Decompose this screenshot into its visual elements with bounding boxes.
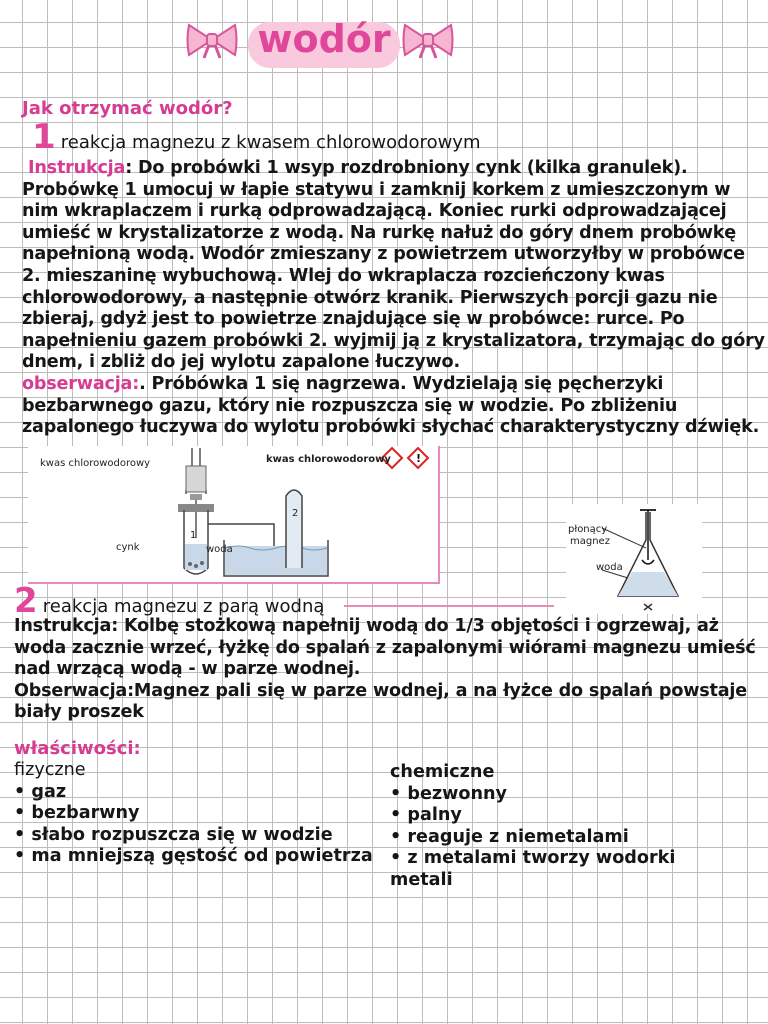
- figure1-label-acid-right: kwas chlorowodorowy: [266, 454, 391, 465]
- list-item: metali: [390, 869, 453, 890]
- list-item: • palny: [390, 805, 462, 826]
- list-item: • reaguje z niemetalami: [390, 826, 629, 847]
- section2-instruction: Instrukcja: Kolbę stożkową napełnij wodą do 1/3 objętości i ogrzewaj, aż woda zacznie wrzeć, łyżkę do spalań z zapalonymi wiórami magnezu umieść nad wrzącą wodą - w parze wodnej.: [14, 616, 756, 680]
- section2-heading: [14, 581, 325, 621]
- section1-heading-text: reakcja magnezu z kwasem chlorowodorowym: [60, 132, 481, 153]
- figure2-label-burning: płonący: [568, 524, 608, 535]
- svg-text:!: !: [416, 452, 422, 465]
- section1-number: 1: [32, 117, 56, 157]
- section2-number: 2: [14, 581, 38, 621]
- section-question: Jak otrzymać wodór?: [22, 98, 233, 119]
- physical-title: fizyczne: [14, 760, 86, 780]
- figure2-label-water: woda: [596, 562, 623, 573]
- chemical-title: chemiczne: [390, 762, 495, 782]
- list-item: • bezbarwny: [14, 803, 140, 824]
- list-item: • bezwonny: [390, 783, 507, 804]
- figure-flask: [566, 504, 702, 614]
- figure1-label-water: woda: [206, 544, 233, 555]
- figure1-label-tube1: 1: [190, 530, 197, 541]
- list-item: • z metalami tworzy wodorki: [390, 848, 676, 869]
- observation-label: obserwacja:: [22, 373, 140, 394]
- list-item: • słabo rozpuszcza się w wodzie: [14, 824, 333, 845]
- observation-text: . Próbówka 1 się nagrzewa. Wydzielają się pęcherzyki bezbarwnego gazu, który nie rozpuszcza się w wodzie. Po zbliżeniu zapalonego łuczywa do wylotu probówki słychać charakterystyczny dźwięk.: [22, 373, 760, 438]
- figure1-label-tube2: 2: [292, 508, 299, 519]
- section2-text: [14, 616, 758, 724]
- list-item: • gaz: [14, 781, 67, 802]
- figure2-label-magnesium: magnez: [570, 536, 610, 547]
- bow-icon: [186, 20, 238, 60]
- title-banner: [186, 14, 460, 66]
- figure-apparatus: [28, 446, 440, 584]
- section2-observation: Obserwacja:Magnez pali się w parze wodnej, a na łyżce do spalań powstaje biały proszek: [14, 680, 747, 723]
- section1-heading: [32, 117, 481, 157]
- chemical-properties: [390, 762, 675, 892]
- section2-heading-text: reakcja magnezu z parą wodną: [42, 596, 325, 617]
- page-title: wodór: [257, 17, 391, 61]
- bow-icon: [402, 20, 454, 60]
- instruction-text: : Do probówki 1 wsyp rozdrobniony cynk (kilka granulek). Probówkę 1 umocuj w łapie statywu i zamknij korkem z umieszczonym w nim wkraplaczem i rurką odprowadzającą. Koniec rurki odprowadzającej umieść w krystalizatorze z wodą. Na rurkę nałuż do góry dnem probówkę napełnioną wodą. Wodór zmieszany z powietrzem utworzyłby w probówce 2. mieszaninę wybuchową. Wlej do wkraplacza rozcieńczony kwas chlorowodorowy, a następnie otwórz kranik. Pierwszych porcji gazu nie zbieraj, gdyż jest to powietrze znajdujące się w probówce: rurce. Po napełnieniu gazem probówki 2. wyjmij ją z krystalizatora, trzymając do góry dnem, i zbliż do jej wylotu zapalone łuczywo.: [22, 158, 765, 373]
- instruction-label: Instrukcja: [28, 158, 126, 178]
- figure1-label-zinc: cynk: [116, 542, 140, 553]
- physical-properties: [14, 760, 373, 868]
- flask-drawing: [566, 504, 702, 614]
- properties-heading: właściwości:: [14, 738, 141, 759]
- list-item: • ma mniejszą gęstość od powietrza: [14, 846, 373, 867]
- underline-divider: [344, 605, 554, 607]
- section1-instruction: [22, 158, 766, 439]
- figure1-label-acid-left: kwas chlorowodorowy: [40, 458, 151, 469]
